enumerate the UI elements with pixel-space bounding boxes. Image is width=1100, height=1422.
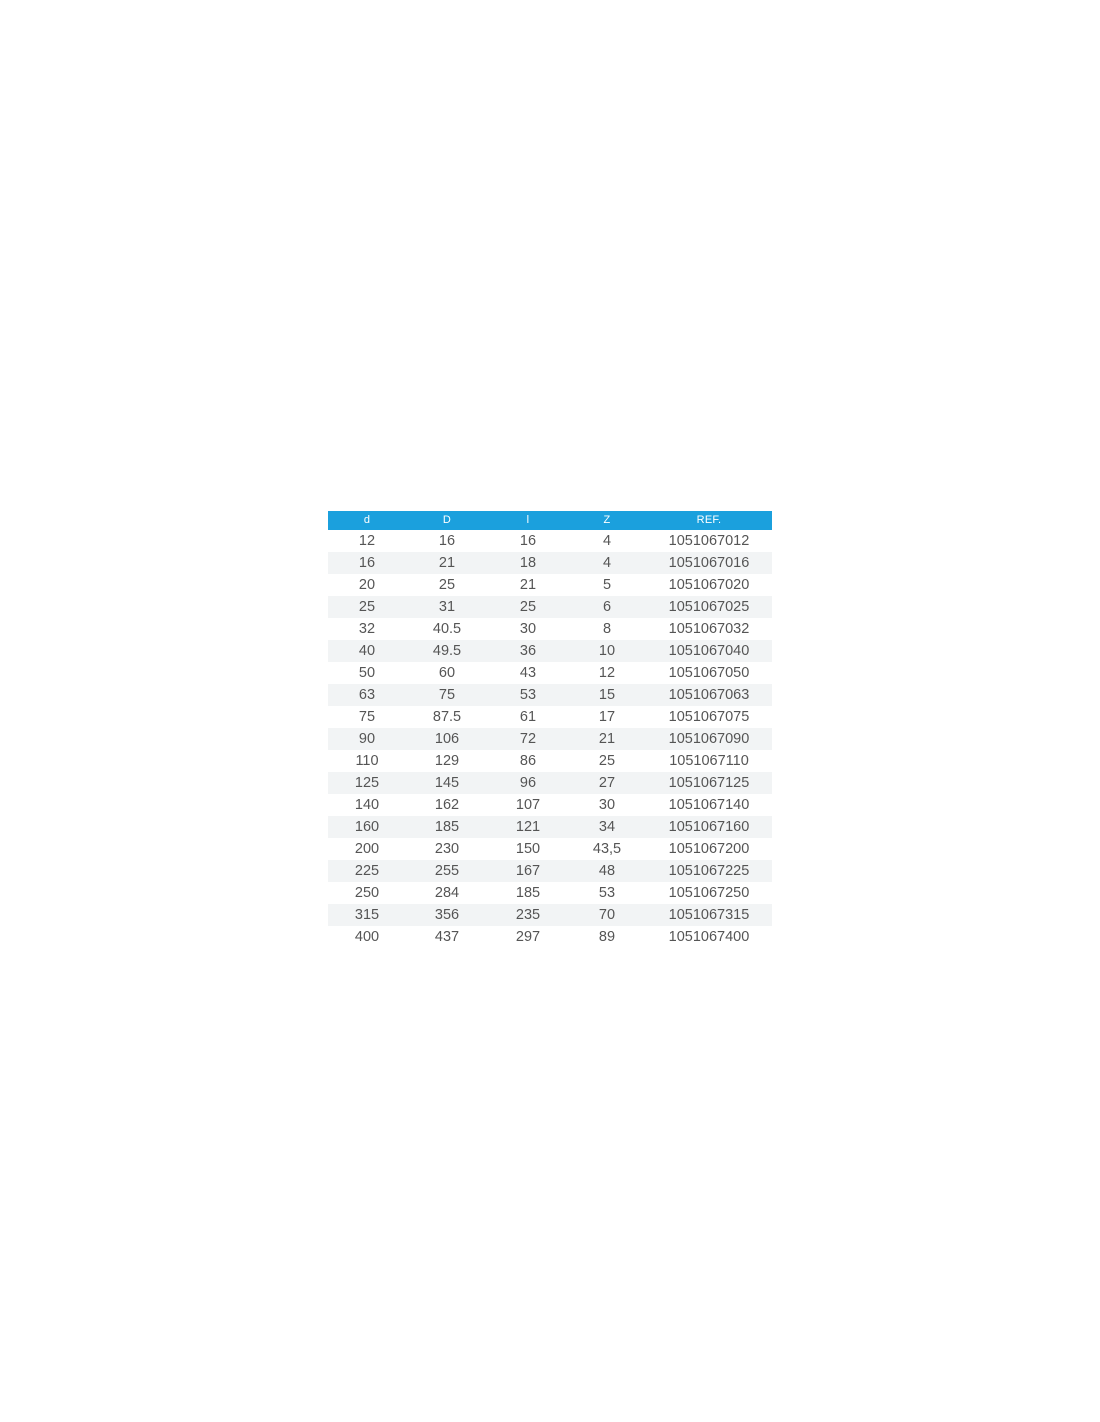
table-body xyxy=(328,530,772,948)
cell-D: 40.5 xyxy=(432,621,462,637)
cell-D: 284 xyxy=(434,885,460,901)
cell-ref: 1051067050 xyxy=(668,665,750,681)
table-row xyxy=(328,596,772,618)
cell-Z: 27 xyxy=(598,775,616,791)
cell-d: 16 xyxy=(358,555,376,571)
cell-l: 72 xyxy=(519,731,537,747)
table-row xyxy=(328,816,772,838)
cell-l: 21 xyxy=(519,577,537,593)
cell-d: 250 xyxy=(354,885,380,901)
table-row xyxy=(328,926,772,948)
table-row xyxy=(328,618,772,640)
cell-l: 36 xyxy=(519,643,537,659)
cell-l: 167 xyxy=(515,863,541,879)
cell-ref: 1051067016 xyxy=(668,555,750,571)
cell-l: 150 xyxy=(515,841,541,857)
cell-Z: 70 xyxy=(598,907,616,923)
cell-ref: 1051067225 xyxy=(668,863,750,879)
cell-l: 25 xyxy=(519,599,537,615)
cell-ref: 1051067063 xyxy=(668,687,750,703)
cell-Z: 4 xyxy=(602,555,612,571)
column-header-ref: REF. xyxy=(646,511,772,530)
cell-D: 437 xyxy=(434,929,460,945)
column-header-D: D xyxy=(406,511,488,530)
cell-l: 121 xyxy=(515,819,541,835)
cell-ref: 1051067090 xyxy=(668,731,750,747)
cell-ref: 1051067032 xyxy=(668,621,750,637)
cell-d: 90 xyxy=(358,731,376,747)
cell-ref: 1051067110 xyxy=(669,753,749,769)
table-header-row xyxy=(328,511,772,530)
cell-D: 75 xyxy=(438,687,456,703)
cell-l: 43 xyxy=(519,665,537,681)
cell-l: 235 xyxy=(515,907,541,923)
cell-ref: 1051067125 xyxy=(668,775,750,791)
cell-Z: 43,5 xyxy=(592,841,622,857)
table-row xyxy=(328,882,772,904)
table-row xyxy=(328,728,772,750)
cell-Z: 17 xyxy=(598,709,616,725)
cell-D: 25 xyxy=(438,577,456,593)
cell-d: 40 xyxy=(358,643,376,659)
cell-D: 87.5 xyxy=(432,709,462,725)
column-header-d: d xyxy=(328,511,406,530)
table-row xyxy=(328,860,772,882)
cell-D: 31 xyxy=(438,599,456,615)
table-row xyxy=(328,552,772,574)
cell-D: 106 xyxy=(434,731,460,747)
cell-l: 185 xyxy=(515,885,541,901)
cell-D: 255 xyxy=(434,863,460,879)
cell-d: 20 xyxy=(358,577,376,593)
cell-D: 21 xyxy=(438,555,456,571)
cell-Z: 53 xyxy=(598,885,616,901)
cell-d: 160 xyxy=(354,819,380,835)
cell-ref: 1051067140 xyxy=(668,797,750,813)
cell-l: 96 xyxy=(519,775,537,791)
table-row xyxy=(328,640,772,662)
cell-l: 86 xyxy=(519,753,537,769)
specification-table-container xyxy=(328,511,772,948)
cell-Z: 12 xyxy=(598,665,616,681)
cell-d: 110 xyxy=(355,753,379,769)
cell-D: 60 xyxy=(438,665,456,681)
cell-ref: 1051067315 xyxy=(668,907,750,923)
table-row xyxy=(328,750,772,772)
cell-Z: 48 xyxy=(598,863,616,879)
cell-l: 61 xyxy=(519,709,537,725)
cell-D: 162 xyxy=(434,797,460,813)
cell-ref: 1051067200 xyxy=(668,841,750,857)
table-row xyxy=(328,530,772,552)
cell-ref: 1051067160 xyxy=(668,819,750,835)
cell-D: 230 xyxy=(434,841,460,857)
cell-D: 129 xyxy=(434,753,460,769)
cell-l: 107 xyxy=(515,797,541,813)
cell-ref: 1051067025 xyxy=(668,599,750,615)
cell-d: 315 xyxy=(354,907,380,923)
table-header xyxy=(328,511,772,530)
cell-d: 25 xyxy=(358,599,376,615)
cell-Z: 5 xyxy=(602,577,612,593)
cell-Z: 15 xyxy=(598,687,616,703)
table-row xyxy=(328,794,772,816)
cell-d: 63 xyxy=(358,687,376,703)
cell-l: 297 xyxy=(515,929,541,945)
cell-Z: 34 xyxy=(598,819,616,835)
cell-Z: 6 xyxy=(602,599,612,615)
cell-ref: 1051067012 xyxy=(668,533,750,549)
cell-D: 16 xyxy=(438,533,456,549)
specification-table xyxy=(328,511,772,948)
cell-Z: 25 xyxy=(598,753,616,769)
cell-ref: 1051067250 xyxy=(668,885,750,901)
cell-ref: 1051067400 xyxy=(668,929,750,945)
table-row xyxy=(328,904,772,926)
cell-D: 356 xyxy=(434,907,460,923)
cell-ref: 1051067040 xyxy=(668,643,750,659)
table-row xyxy=(328,662,772,684)
cell-d: 32 xyxy=(358,621,376,637)
cell-D: 49.5 xyxy=(432,643,462,659)
table-row xyxy=(328,706,772,728)
cell-l: 18 xyxy=(519,555,537,571)
cell-D: 145 xyxy=(434,775,460,791)
cell-Z: 8 xyxy=(602,621,612,637)
cell-Z: 89 xyxy=(598,929,616,945)
cell-Z: 10 xyxy=(598,643,616,659)
table-row xyxy=(328,574,772,596)
cell-d: 225 xyxy=(354,863,380,879)
cell-Z: 30 xyxy=(598,797,616,813)
cell-d: 400 xyxy=(354,929,380,945)
cell-d: 50 xyxy=(358,665,376,681)
cell-d: 12 xyxy=(358,533,376,549)
cell-ref: 1051067075 xyxy=(668,709,750,725)
column-header-l: l xyxy=(488,511,568,530)
column-header-Z: Z xyxy=(568,511,646,530)
cell-d: 200 xyxy=(354,841,380,857)
cell-l: 30 xyxy=(519,621,537,637)
cell-Z: 21 xyxy=(598,731,616,747)
cell-d: 140 xyxy=(354,797,380,813)
table-row xyxy=(328,772,772,794)
cell-d: 125 xyxy=(354,775,380,791)
cell-l: 53 xyxy=(519,687,537,703)
table-row xyxy=(328,838,772,860)
cell-d: 75 xyxy=(358,709,376,725)
cell-l: 16 xyxy=(519,533,537,549)
cell-D: 185 xyxy=(434,819,460,835)
table-row xyxy=(328,684,772,706)
cell-ref: 1051067020 xyxy=(668,577,750,593)
cell-Z: 4 xyxy=(602,533,612,549)
